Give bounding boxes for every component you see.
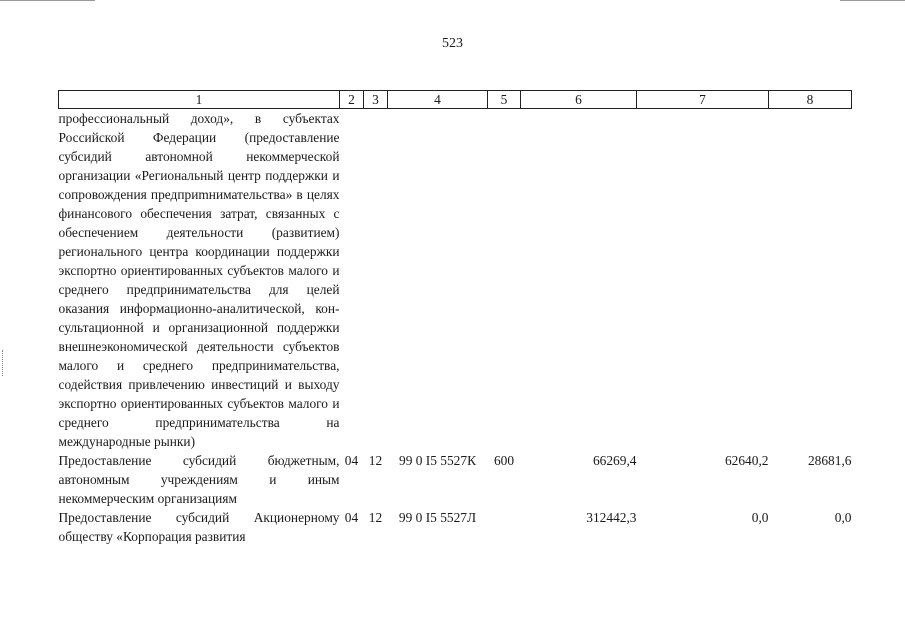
column-header-1: 1 bbox=[59, 91, 340, 109]
cell-expense-type bbox=[488, 109, 521, 452]
column-header-3: 3 bbox=[364, 91, 388, 109]
scan-edge-left bbox=[0, 0, 95, 1]
column-header-7: 7 bbox=[637, 91, 769, 109]
budget-table bbox=[58, 90, 852, 546]
cell-amount-3: 28681,6 bbox=[807, 453, 852, 468]
column-header-6: 6 bbox=[521, 91, 637, 109]
row-description: Предоставление субсидий Акционерному обществу «Корпорация развития bbox=[58, 510, 340, 544]
cell-section: 04 bbox=[344, 453, 359, 468]
cell-section: 04 bbox=[344, 510, 359, 525]
cell-target-article: 99 0 I5 5527К bbox=[399, 453, 476, 468]
cell-expense-type: 600 bbox=[493, 453, 515, 468]
table-row bbox=[59, 451, 852, 508]
table-row bbox=[59, 109, 852, 452]
column-header-5: 5 bbox=[488, 91, 521, 109]
cell-subsection bbox=[364, 109, 388, 452]
cell-amount-3 bbox=[769, 109, 852, 452]
cell-target-article: 99 0 I5 5527Л bbox=[398, 510, 477, 525]
scan-edge-right bbox=[840, 0, 905, 1]
cell-target-article bbox=[388, 109, 488, 452]
cell-amount-1: 312442,3 bbox=[586, 510, 637, 525]
scan-artifact bbox=[2, 350, 9, 376]
row-description: Предоставление субсидий бюджетным, автономным учреждениям и иным некоммерческим организациям bbox=[58, 453, 340, 506]
header-row bbox=[59, 91, 852, 109]
column-header-4: 4 bbox=[388, 91, 488, 109]
cell-subsection: 12 bbox=[368, 510, 383, 525]
cell-amount-3: 0,0 bbox=[834, 510, 852, 525]
page-number: 523 bbox=[442, 36, 463, 51]
cell-subsection: 12 bbox=[368, 453, 383, 468]
table-row bbox=[59, 508, 852, 546]
row-description: профессиональный доход», в субъектах Российской Федерации (предоставление субсидий автономной некоммерческой организации «Региональный центр поддержки и сопровождения предприmнимательства» в целях финансового обеспечения затрат, связанных с обеспечением деятельности (развитием) регионального центра координации поддержки экспортно ориентированных субъектов малого и среднего предпринимательства для целей оказания информационно-аналитической, консультационной и организационной поддержки внешнеэкономической деятельности субъектов малого и среднего предпринимательства, содействия привлечению инвестиций и выходу экспортно ориентированных субъектов малого и среднего предпринимательства на международные рынки) bbox=[58, 111, 340, 449]
cell-amount-2: 0,0 bbox=[751, 510, 769, 525]
cell-amount-2 bbox=[637, 109, 769, 452]
cell-expense-type bbox=[488, 508, 521, 546]
cell-section bbox=[340, 109, 364, 452]
cell-amount-1: 66269,4 bbox=[592, 453, 637, 468]
cell-amount-2: 62640,2 bbox=[724, 453, 769, 468]
cell-amount-1 bbox=[521, 109, 637, 452]
column-header-8: 8 bbox=[769, 91, 852, 109]
column-header-2: 2 bbox=[340, 91, 364, 109]
